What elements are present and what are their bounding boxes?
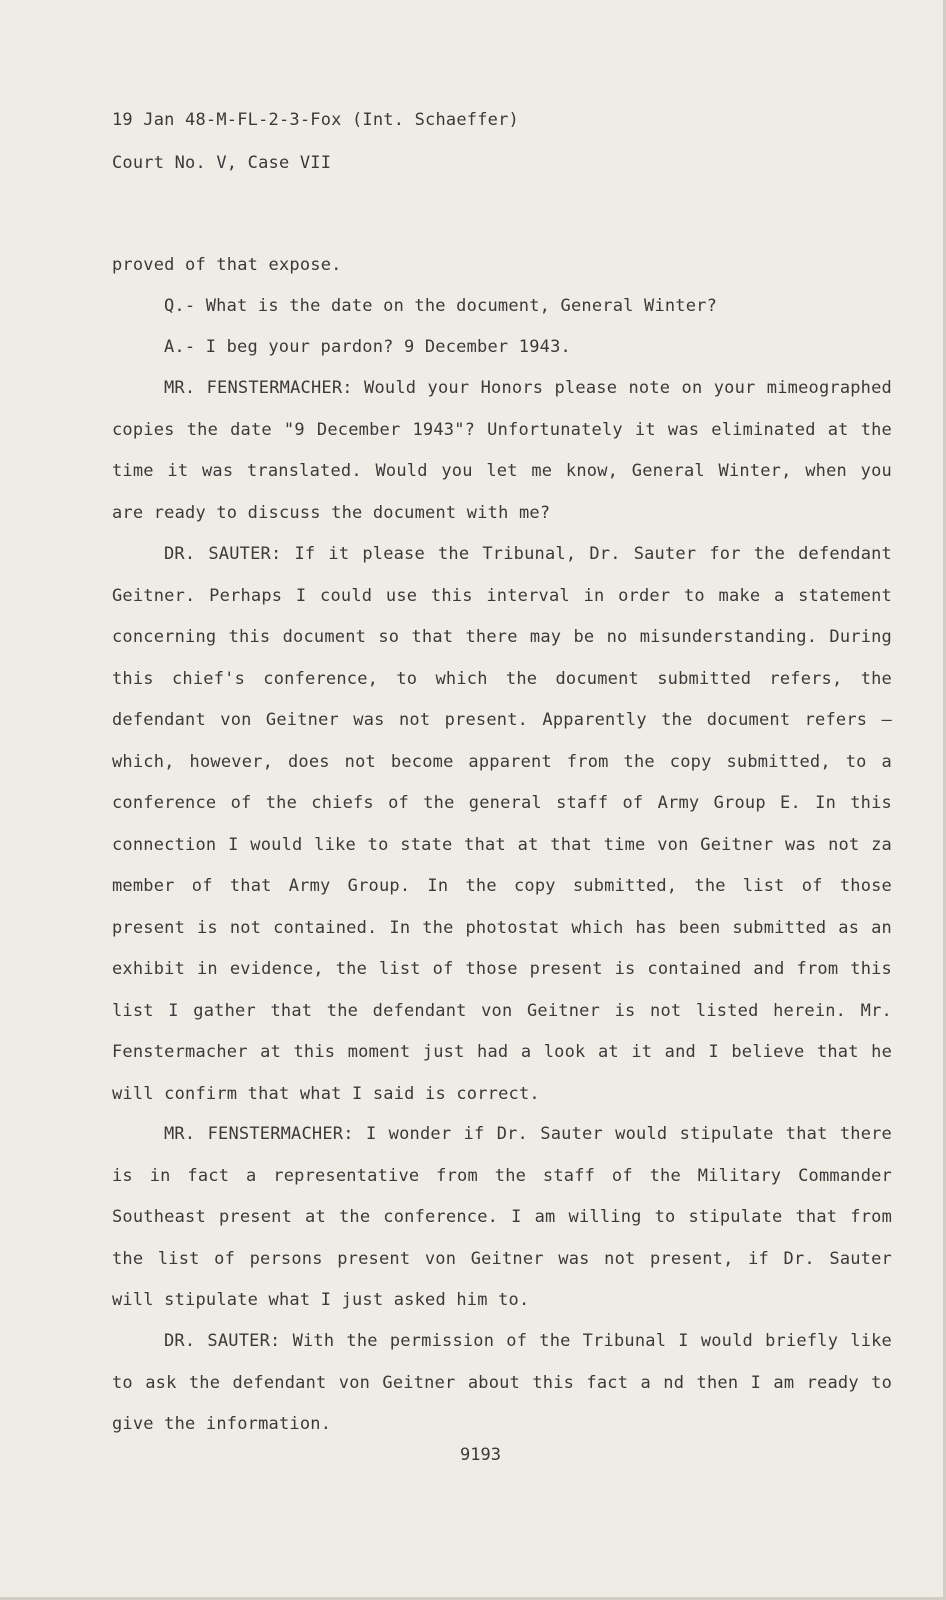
paragraph-sauter-2: DR. SAUTER: With the permission of the Tribunal I would briefly like to ask the defendant von Geitner about this fact a nd then I am ready to give the information.	[112, 1331, 892, 1434]
header-case-reference: 19 Jan 48-M-FL-2-3-Fox (Int. Schaeffer)	[112, 110, 519, 130]
header-court-line: Court No. V, Case VII	[112, 153, 332, 173]
paragraph-sauter-1: DR. SAUTER: If it please the Tribunal, Dr. Sauter for the defendant Geitner. Perhaps I could use this interval in order to make a statement concerning this document so that there may be no misunderstanding. During this chief's conference, to which the document submitted refers, the defendant von Geitner was not present. Apparently the document refers — which, however, does not become apparent from the copy submitted, to a conference of the chiefs of the general staff of Army Group E. In this connection I would like to state that at that time von Geitner was not za member of that Army Group. In the copy submitted, the list of those present is not contained. In the photostat which has been submitted as an exhibit in evidence, the list of those present is contained and from this list I gather that the defendant von Geitner is not listed herein. Mr. Fenstermacher at this moment just had a look at it and I believe that he will confirm that what I said is correct.	[112, 544, 892, 1104]
page-number: 9193	[460, 1445, 501, 1465]
paragraph-fenstermacher-1: MR. FENSTERMACHER: Would your Honors please note on your mimeographed copies the date "9 December 1943"? Unfortunately it was eliminated at the time it was translated. Would you let me know, General Winter, when you are ready to discuss the document with me?	[112, 378, 892, 523]
paragraph-answer: A.- I beg your pardon? 9 December 1943.	[164, 337, 571, 357]
paragraph-fenstermacher-2: MR. FENSTERMACHER: I wonder if Dr. Sauter would stipulate that there is in fact a representative from the staff of the Military Commander Southeast present at the conference. I am willing to stipulate that from the list of persons present von Geitner was not present, if Dr. Sauter will stipulate what I just asked him to.	[112, 1124, 892, 1310]
paragraph-question: Q.- What is the date on the document, General Winter?	[164, 296, 718, 316]
paragraph-continuation: proved of that expose.	[112, 255, 342, 275]
